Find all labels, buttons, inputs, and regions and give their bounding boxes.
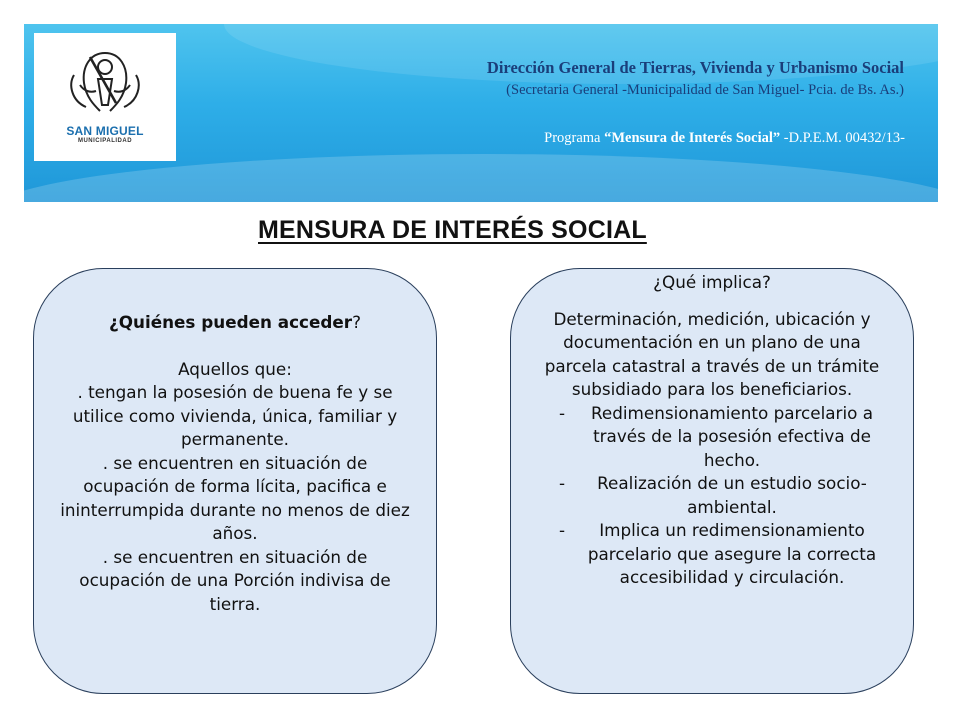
dash-marker: - [559,520,566,540]
program-name: “Mensura de Interés Social” [604,130,781,146]
dash-marker: - [559,473,566,493]
implication-text: Redimensionamiento parcelario a través de la posesión efectiva de hecho. [590,402,873,470]
institution-name: Dirección General de Tierras, Vivienda y Urbanismo Social [486,58,904,77]
requirement-item: . se encuentren en situación de ocupación de una Porción indivisa de tierra. [79,546,391,614]
card-question [58,311,412,335]
card-question-text: ¿Quiénes pueden acceder [109,312,353,332]
card-question: ¿Qué implica? [653,272,771,292]
logo-name: SAN MIGUEL [66,124,144,138]
requirement-item: . se encuentren en situación de ocupación de forma lícita, pacifica e ininterrumpida durante no menos de diez años. [60,452,410,543]
requirement-item: . tengan la posesión de buena fe y se utilice como vivienda, única, familiar y permanente. [72,382,398,449]
program-line [544,130,905,147]
logo-subtitle: MUNICIPALIDAD [77,138,133,144]
card-description: Determinación, medición, ubicación y documentación en un plano de una parcela catastral a través de un trámite subsidiado para los beneficiarios. [544,308,880,399]
card-intro: Aquellos que: [178,358,292,379]
who-can-access-card [33,268,437,694]
dash-marker: - [559,402,566,423]
implication-item [537,472,887,519]
angel-emblem-icon [60,45,150,125]
implication-text: Realización de un estudio socio-ambiental. [597,473,867,517]
secretariat-line: (Secretaria General -Municipalidad de San Miguel- Pcia. de Bs. As.) [506,82,904,98]
implication-item [537,519,887,590]
implication-text: Implica un redimensionamiento parcelario que asegure la correcta accesibilidad y circulación. [587,520,877,587]
page-title: MENSURA DE INTERÉS SOCIAL [258,216,647,244]
program-suffix: -D.P.E.M. 00432/13- [780,130,905,146]
program-prefix: Programa [544,130,605,146]
card-question-mark: ? [352,312,361,332]
implication-item [537,402,887,473]
municipality-logo [34,33,176,161]
banner-wave [24,154,938,202]
what-it-implies-card [510,268,914,694]
